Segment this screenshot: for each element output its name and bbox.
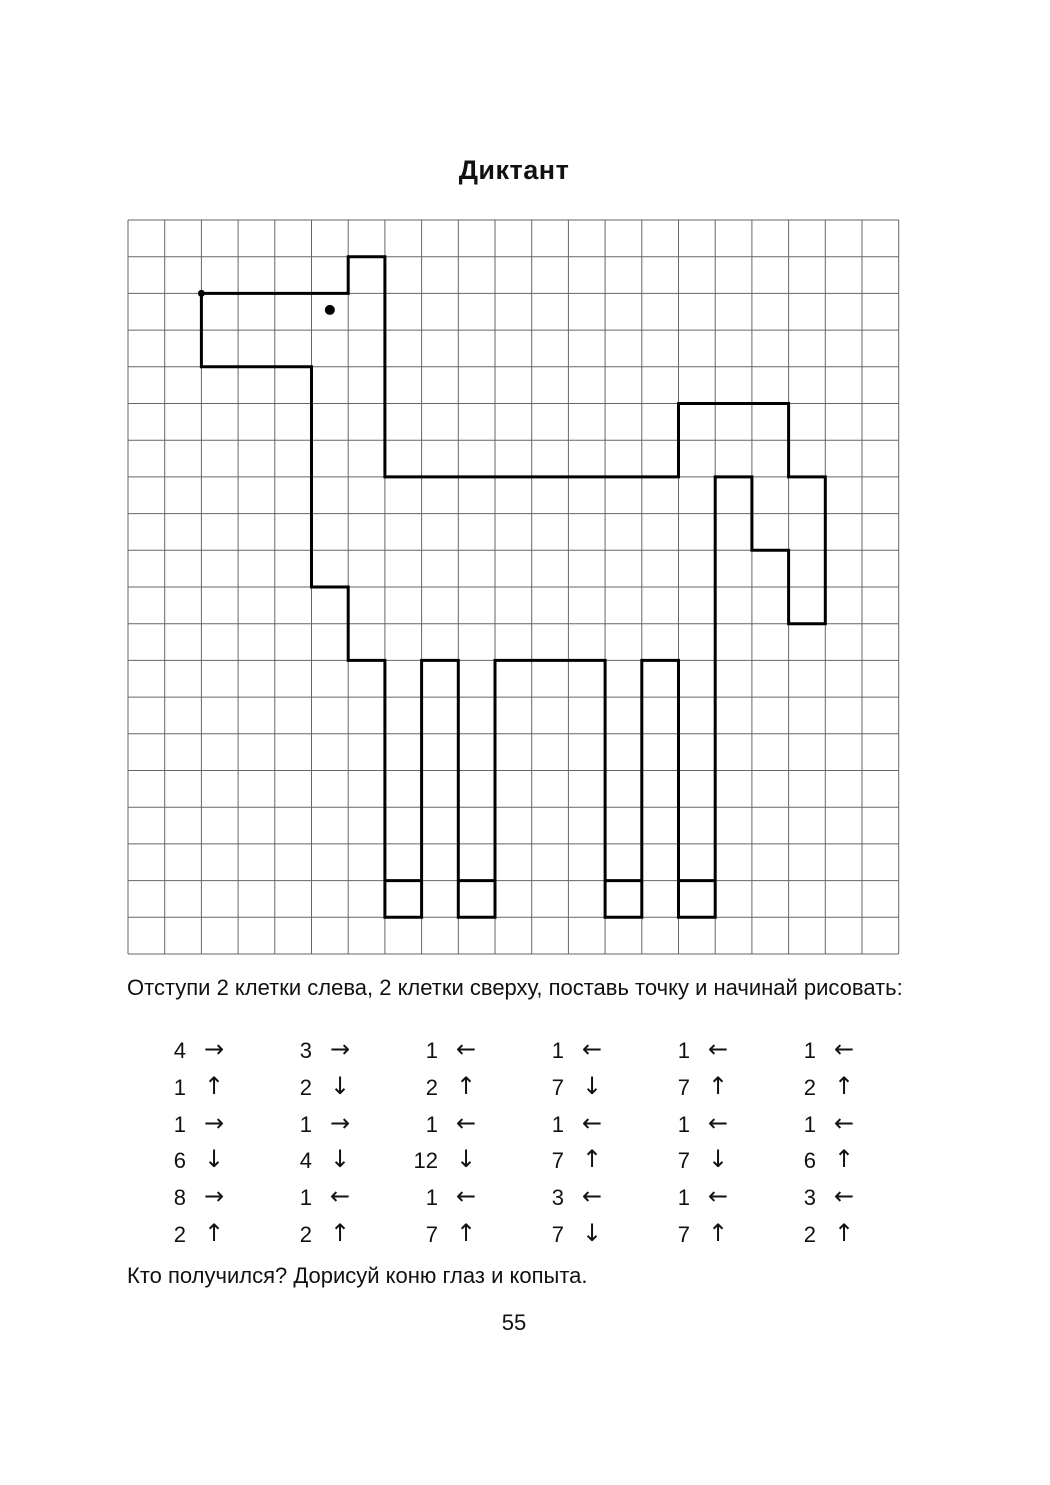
arrow-left-icon: ←	[708, 1182, 729, 1211]
arrow-up-icon: ↑	[204, 1071, 225, 1100]
step-count: 1	[299, 1185, 312, 1211]
step-count: 1	[677, 1038, 690, 1063]
arrow-up-icon: ↑	[708, 1219, 729, 1247]
command-cell	[654, 1108, 774, 1144]
step-count: 7	[551, 1148, 564, 1174]
arrow-left-icon: ←	[330, 1182, 351, 1211]
arrow-left-icon: ←	[834, 1182, 855, 1211]
command-cell	[528, 1034, 648, 1070]
command-cell	[150, 1034, 270, 1070]
arrow-down-icon: ↓	[330, 1071, 351, 1100]
command-cell	[654, 1034, 774, 1070]
command-cell	[276, 1108, 396, 1144]
command-cell	[276, 1144, 396, 1180]
command-cell	[528, 1108, 648, 1144]
command-cell	[150, 1071, 270, 1107]
page-title: Диктант	[458, 155, 570, 185]
command-cell	[780, 1144, 900, 1180]
arrow-left-icon: ←	[834, 1108, 855, 1137]
step-count: 1	[425, 1038, 438, 1063]
command-cell	[402, 1181, 522, 1217]
command-row	[150, 1218, 910, 1254]
command-cell	[654, 1218, 774, 1254]
command-cell	[402, 1218, 522, 1254]
arrow-down-icon: ↓	[582, 1071, 603, 1100]
command-cell	[780, 1181, 900, 1217]
step-count: 1	[173, 1074, 186, 1100]
command-cell	[150, 1108, 270, 1144]
command-cell	[150, 1218, 270, 1254]
command-row	[150, 1181, 910, 1217]
command-cell	[780, 1218, 900, 1254]
command-cell	[402, 1108, 522, 1144]
command-row	[150, 1071, 910, 1107]
command-row	[150, 1108, 910, 1144]
step-count: 1	[677, 1111, 690, 1137]
grid-lines	[128, 220, 899, 954]
step-count: 3	[299, 1038, 312, 1063]
arrow-down-icon: ↓	[330, 1145, 351, 1174]
command-cell	[150, 1181, 270, 1217]
step-count: 7	[551, 1222, 564, 1247]
step-count: 1	[551, 1038, 564, 1063]
command-cell	[654, 1071, 774, 1107]
arrow-down-icon: ↓	[708, 1145, 729, 1174]
step-count: 8	[173, 1185, 186, 1211]
step-count: 6	[803, 1148, 816, 1174]
arrow-left-icon: ←	[582, 1182, 603, 1211]
step-count: 2	[425, 1074, 438, 1100]
step-count: 7	[551, 1074, 564, 1100]
step-count: 1	[425, 1111, 438, 1137]
step-count: 6	[173, 1148, 186, 1174]
step-count: 7	[425, 1222, 438, 1247]
arrow-left-icon: ←	[582, 1108, 603, 1137]
arrow-left-icon: ←	[456, 1108, 477, 1137]
command-cell	[654, 1144, 774, 1180]
question-text: Кто получился? Дорисуй коню глаз и копыта.	[127, 1263, 588, 1288]
command-cell	[150, 1144, 270, 1180]
step-count: 1	[173, 1111, 186, 1137]
step-count: 4	[173, 1038, 186, 1063]
instructions-text: Отступи 2 клетки слева, 2 клетки сверху, поставь точку и начинай рисовать:	[127, 975, 903, 1000]
arrow-right-icon: →	[330, 1108, 351, 1137]
step-count: 2	[173, 1222, 186, 1247]
arrow-up-icon: ↑	[204, 1219, 225, 1247]
arrow-right-icon: →	[204, 1182, 225, 1211]
step-count: 1	[551, 1111, 564, 1137]
step-count: 2	[299, 1074, 312, 1100]
command-cell	[528, 1181, 648, 1217]
command-cell	[780, 1034, 900, 1070]
step-count: 7	[677, 1222, 690, 1247]
arrow-down-icon: ↓	[204, 1145, 225, 1174]
step-count: 7	[677, 1148, 690, 1174]
step-count: 1	[425, 1185, 438, 1211]
arrow-left-icon: ←	[708, 1035, 729, 1063]
command-row	[150, 1034, 910, 1070]
step-count: 1	[677, 1185, 690, 1211]
command-cell	[276, 1218, 396, 1254]
command-cell	[528, 1144, 648, 1180]
step-count: 4	[299, 1148, 312, 1174]
command-row	[150, 1144, 910, 1180]
command-cell	[780, 1071, 900, 1107]
arrow-up-icon: ↑	[834, 1071, 855, 1100]
step-count: 3	[551, 1185, 564, 1211]
command-cell	[276, 1181, 396, 1217]
arrow-down-icon: ↓	[456, 1145, 477, 1174]
step-count: 3	[803, 1185, 816, 1211]
arrow-up-icon: ↑	[456, 1219, 477, 1247]
step-count: 2	[299, 1222, 312, 1247]
command-cell	[402, 1071, 522, 1107]
step-count: 12	[413, 1148, 438, 1174]
step-count: 2	[803, 1074, 816, 1100]
page-number: 55	[501, 1310, 527, 1335]
arrow-right-icon: →	[330, 1035, 351, 1063]
arrow-left-icon: ←	[708, 1108, 729, 1137]
command-cell	[276, 1034, 396, 1070]
horse-eye	[325, 305, 335, 315]
command-cell	[402, 1144, 522, 1180]
command-cell	[780, 1108, 900, 1144]
arrow-right-icon: →	[204, 1035, 225, 1063]
arrow-left-icon: ←	[582, 1035, 603, 1063]
command-cell	[402, 1034, 522, 1070]
step-count: 1	[299, 1111, 312, 1137]
step-count: 2	[803, 1222, 816, 1247]
arrow-left-icon: ←	[456, 1035, 477, 1063]
arrow-up-icon: ↑	[456, 1071, 477, 1100]
arrow-down-icon: ↓	[582, 1219, 603, 1247]
arrow-right-icon: →	[204, 1108, 225, 1137]
arrow-up-icon: ↑	[330, 1219, 351, 1247]
arrow-up-icon: ↑	[708, 1071, 729, 1100]
command-cell	[528, 1218, 648, 1254]
command-cell	[276, 1071, 396, 1107]
step-count: 1	[803, 1038, 816, 1063]
arrow-up-icon: ↑	[582, 1145, 603, 1174]
arrow-left-icon: ←	[456, 1182, 477, 1211]
command-cell	[654, 1181, 774, 1217]
command-cell	[528, 1071, 648, 1107]
arrow-up-icon: ↑	[834, 1219, 855, 1247]
arrow-left-icon: ←	[834, 1035, 855, 1063]
start-point	[198, 290, 205, 297]
step-count: 1	[803, 1111, 816, 1137]
step-count: 7	[677, 1074, 690, 1100]
arrow-up-icon: ↑	[834, 1145, 855, 1174]
